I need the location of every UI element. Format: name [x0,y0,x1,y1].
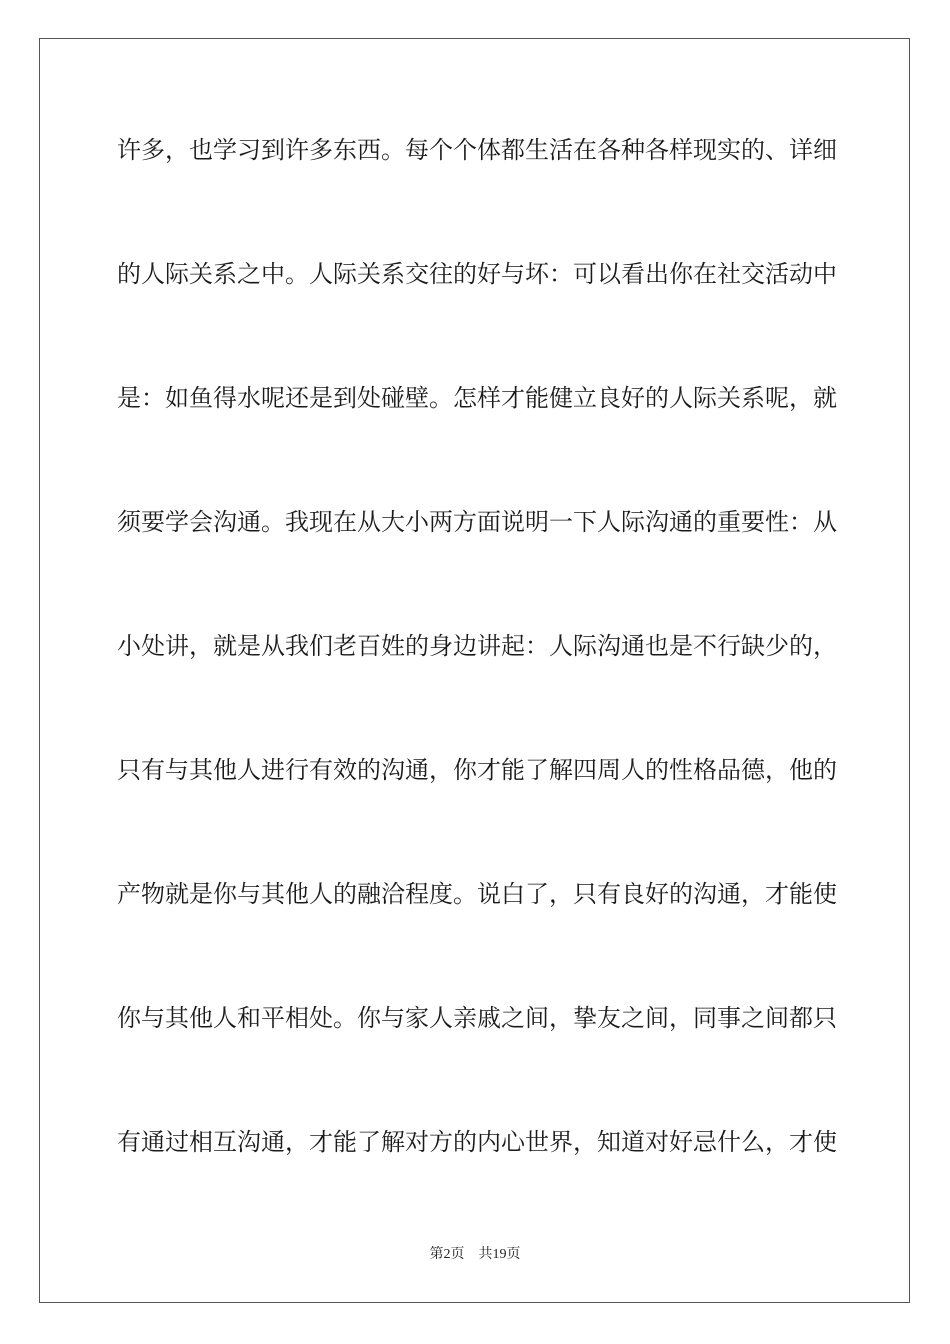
page-number-total: 共19页 [478,1247,521,1262]
text-line: 须要学会沟通。我现在从大小两方面说明一下人际沟通的重要性：从 [117,508,837,536]
page-border [39,38,910,1303]
page-number-current: 第2页 [429,1247,465,1262]
text-line: 的人际关系之中。人际关系交往的好与坏：可以看出你在社交活动中 [117,260,837,288]
text-line: 产物就是你与其他人的融洽程度。说白了，只有良好的沟通，才能使 [117,880,837,908]
text-line: 是：如鱼得水呢还是到处碰壁。怎样才能健立良好的人际关系呢，就 [117,384,837,412]
text-line: 有通过相互沟通，才能了解对方的内心世界，知道对好忌什么，才使 [117,1128,837,1156]
text-line: 只有与其他人进行有效的沟通，你才能了解四周人的性格品德，他的 [117,756,837,784]
text-line: 小处讲，就是从我们老百姓的身边讲起：人际沟通也是不行缺少的， [117,632,837,660]
text-line: 你与其他人和平相处。你与家人亲戚之间，挚友之间，同事之间都只 [117,1004,837,1032]
text-line: 许多，也学习到许多东西。每个个体都生活在各种各样现实的、详细 [117,136,837,164]
page-footer [0,1243,950,1263]
